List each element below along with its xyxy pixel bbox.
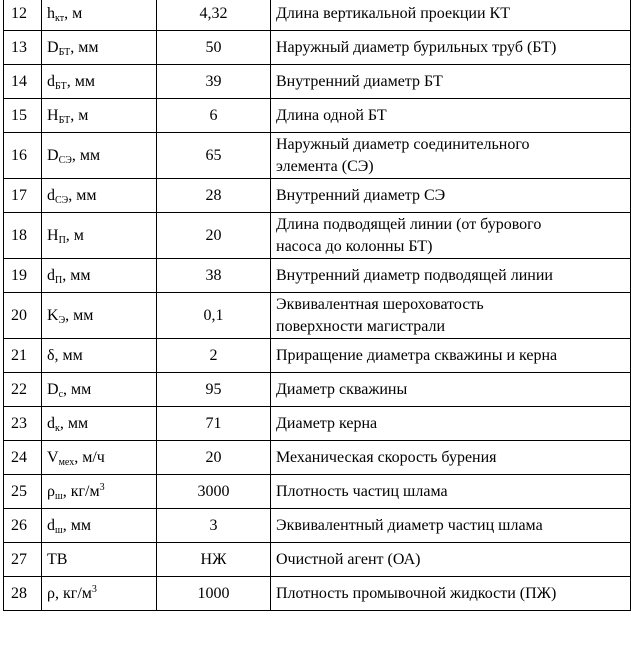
symbol-unit: , мм xyxy=(70,38,99,56)
table-row xyxy=(4,577,631,611)
parameter-symbol xyxy=(42,475,157,509)
symbol-base: h xyxy=(47,4,55,22)
parameter-symbol xyxy=(42,543,157,577)
row-number: 27 xyxy=(4,543,42,577)
parameter-symbol xyxy=(42,259,157,293)
row-number: 23 xyxy=(4,407,42,441)
parameter-description xyxy=(271,99,631,133)
parameter-description xyxy=(271,259,631,293)
symbol-base: K xyxy=(47,306,59,324)
symbol-unit: , м xyxy=(65,226,84,244)
row-number: 17 xyxy=(4,179,42,213)
symbol-unit: , м/ч xyxy=(74,448,105,466)
parameter-symbol xyxy=(42,509,157,543)
symbol-unit: , мм xyxy=(59,414,89,432)
symbol-unit: , мм xyxy=(65,306,94,324)
row-number: 14 xyxy=(4,65,42,99)
symbol-base: D xyxy=(47,146,59,164)
description-line: Эквивалентный диаметр частиц шлама xyxy=(276,516,543,534)
unit-superscript: 3 xyxy=(99,481,105,493)
parameter-value: 20 xyxy=(157,213,271,259)
table-row xyxy=(4,213,631,259)
symbol-subscript: П xyxy=(55,274,63,286)
description-line: Внутренний диаметр СЭ xyxy=(276,186,446,204)
table-row xyxy=(4,31,631,65)
description-line: Эквивалентная шероховатость xyxy=(276,295,484,313)
table-row xyxy=(4,0,631,31)
parameter-value: 20 xyxy=(157,441,271,475)
description-line: Внутренний диаметр подводящей линии xyxy=(276,266,553,284)
parameter-symbol xyxy=(42,441,157,475)
row-number: 12 xyxy=(4,0,42,31)
row-number: 13 xyxy=(4,31,42,65)
table-row xyxy=(4,293,631,339)
parameter-description xyxy=(271,441,631,475)
parameter-value: 4,32 xyxy=(157,0,271,31)
parameter-value: 1000 xyxy=(157,577,271,611)
table-row xyxy=(4,339,631,373)
symbol-unit: , мм xyxy=(62,266,91,284)
table-row xyxy=(4,509,631,543)
table-row xyxy=(4,179,631,213)
parameter-description xyxy=(271,0,631,31)
symbol-subscript: ш xyxy=(54,490,63,502)
description-line: Механическая скорость бурения xyxy=(276,448,497,466)
description-line: Диаметр скважины xyxy=(276,380,408,398)
symbol-base: ТВ xyxy=(47,550,68,568)
parameter-symbol xyxy=(42,133,157,179)
table-row xyxy=(4,475,631,509)
symbol-subscript: кт xyxy=(55,12,65,24)
symbol-base: D xyxy=(47,380,59,398)
table-row xyxy=(4,543,631,577)
parameter-description xyxy=(271,475,631,509)
description-line: Приращение диаметра скважины и керна xyxy=(276,346,558,364)
symbol-unit: , мм xyxy=(54,346,83,364)
symbol-subscript: c xyxy=(58,388,64,400)
row-number: 19 xyxy=(4,259,42,293)
symbol-base: ρ xyxy=(47,584,55,602)
parameter-description xyxy=(271,133,631,179)
parameter-description xyxy=(271,293,631,339)
symbol-unit: , мм xyxy=(62,516,91,534)
row-number: 15 xyxy=(4,99,42,133)
description-line: Длина вертикальной проекции КТ xyxy=(276,4,510,22)
parameter-symbol xyxy=(42,0,157,31)
symbol-subscript: СЭ xyxy=(55,194,69,206)
description-line: элемента (СЭ) xyxy=(276,157,374,175)
table-row xyxy=(4,133,631,179)
parameter-value: 50 xyxy=(157,31,271,65)
table-row xyxy=(4,99,631,133)
parameter-value: 3000 xyxy=(157,475,271,509)
description-line: Внутренний диаметр БТ xyxy=(276,72,443,90)
parameter-value: 38 xyxy=(157,259,271,293)
symbol-unit: , кг/м xyxy=(62,482,100,500)
symbol-subscript: БТ xyxy=(58,114,71,126)
parameter-value: 2 xyxy=(157,339,271,373)
symbol-base: d xyxy=(47,414,55,432)
parameter-description xyxy=(271,407,631,441)
parameter-description xyxy=(271,339,631,373)
row-number: 24 xyxy=(4,441,42,475)
symbol-unit: , м xyxy=(64,4,83,22)
symbol-subscript: мех xyxy=(58,456,75,468)
symbol-subscript: ш xyxy=(55,524,63,536)
description-line: Плотность промывочной жидкости (ПЖ) xyxy=(276,584,557,602)
row-number: 20 xyxy=(4,293,42,339)
parameter-description xyxy=(271,373,631,407)
description-line: поверхности магистрали xyxy=(276,317,446,335)
symbol-subscript: СЭ xyxy=(58,154,72,166)
parameter-value: 65 xyxy=(157,133,271,179)
parameter-value: 39 xyxy=(157,65,271,99)
parameter-symbol xyxy=(42,407,157,441)
table-row xyxy=(4,65,631,99)
symbol-base: V xyxy=(47,448,59,466)
parameter-description xyxy=(271,577,631,611)
parameter-symbol xyxy=(42,577,157,611)
symbol-unit: , мм xyxy=(66,72,95,90)
symbol-subscript: Э xyxy=(58,314,66,326)
parameter-symbol xyxy=(42,31,157,65)
description-line: Плотность частиц шлама xyxy=(276,482,448,500)
row-number: 18 xyxy=(4,213,42,259)
symbol-unit: , кг/м xyxy=(54,584,92,602)
symbol-subscript: к xyxy=(55,422,60,434)
row-number: 28 xyxy=(4,577,42,611)
symbol-subscript: П xyxy=(58,234,66,246)
parameter-symbol xyxy=(42,99,157,133)
parameter-symbol xyxy=(42,213,157,259)
table-row xyxy=(4,373,631,407)
symbol-base: d xyxy=(47,266,55,284)
parameter-description xyxy=(271,179,631,213)
parameter-symbol xyxy=(42,339,157,373)
parameter-symbol xyxy=(42,179,157,213)
symbol-base: H xyxy=(47,106,59,124)
parameter-symbol xyxy=(42,373,157,407)
row-number: 26 xyxy=(4,509,42,543)
parameters-table xyxy=(3,0,631,611)
symbol-base: d xyxy=(47,72,55,90)
row-number: 16 xyxy=(4,133,42,179)
parameter-value: 3 xyxy=(157,509,271,543)
description-line: Очистной агент (ОА) xyxy=(276,550,421,568)
parameter-value: 6 xyxy=(157,99,271,133)
parameter-symbol xyxy=(42,293,157,339)
parameter-value: 95 xyxy=(157,373,271,407)
row-number: 25 xyxy=(4,475,42,509)
description-line: Длина подводящей линии (от бурового xyxy=(276,215,542,233)
parameter-value: 28 xyxy=(157,179,271,213)
parameter-description xyxy=(271,509,631,543)
description-line: насоса до колонны БТ) xyxy=(276,237,433,255)
symbol-base: δ xyxy=(47,346,55,364)
table-row xyxy=(4,441,631,475)
symbol-base: ρ xyxy=(47,482,55,500)
parameter-symbol xyxy=(42,65,157,99)
symbol-base: d xyxy=(47,516,55,534)
symbol-subscript: БТ xyxy=(58,46,71,58)
parameter-value: НЖ xyxy=(157,543,271,577)
symbol-unit: , мм xyxy=(63,380,92,398)
symbol-base: H xyxy=(47,226,59,244)
parameter-value: 71 xyxy=(157,407,271,441)
description-line: Диаметр керна xyxy=(276,414,378,432)
symbol-unit: , мм xyxy=(71,146,101,164)
description-line: Наружный диаметр бурильных труб (БТ) xyxy=(276,38,557,56)
symbol-base: D xyxy=(47,38,59,56)
symbol-unit: , мм xyxy=(68,186,97,204)
symbol-subscript: БТ xyxy=(55,80,67,92)
table-row xyxy=(4,259,631,293)
row-number: 22 xyxy=(4,373,42,407)
unit-superscript: 3 xyxy=(91,583,97,595)
parameters-table-body xyxy=(4,0,631,611)
description-line: Наружный диаметр соединительного xyxy=(276,135,530,153)
symbol-unit: , м xyxy=(70,106,89,124)
parameter-description xyxy=(271,213,631,259)
description-line: Длина одной БТ xyxy=(276,106,387,124)
row-number: 21 xyxy=(4,339,42,373)
table-row xyxy=(4,407,631,441)
symbol-base: d xyxy=(47,186,55,204)
parameter-description xyxy=(271,543,631,577)
parameter-description xyxy=(271,31,631,65)
parameter-description xyxy=(271,65,631,99)
parameter-value: 0,1 xyxy=(157,293,271,339)
